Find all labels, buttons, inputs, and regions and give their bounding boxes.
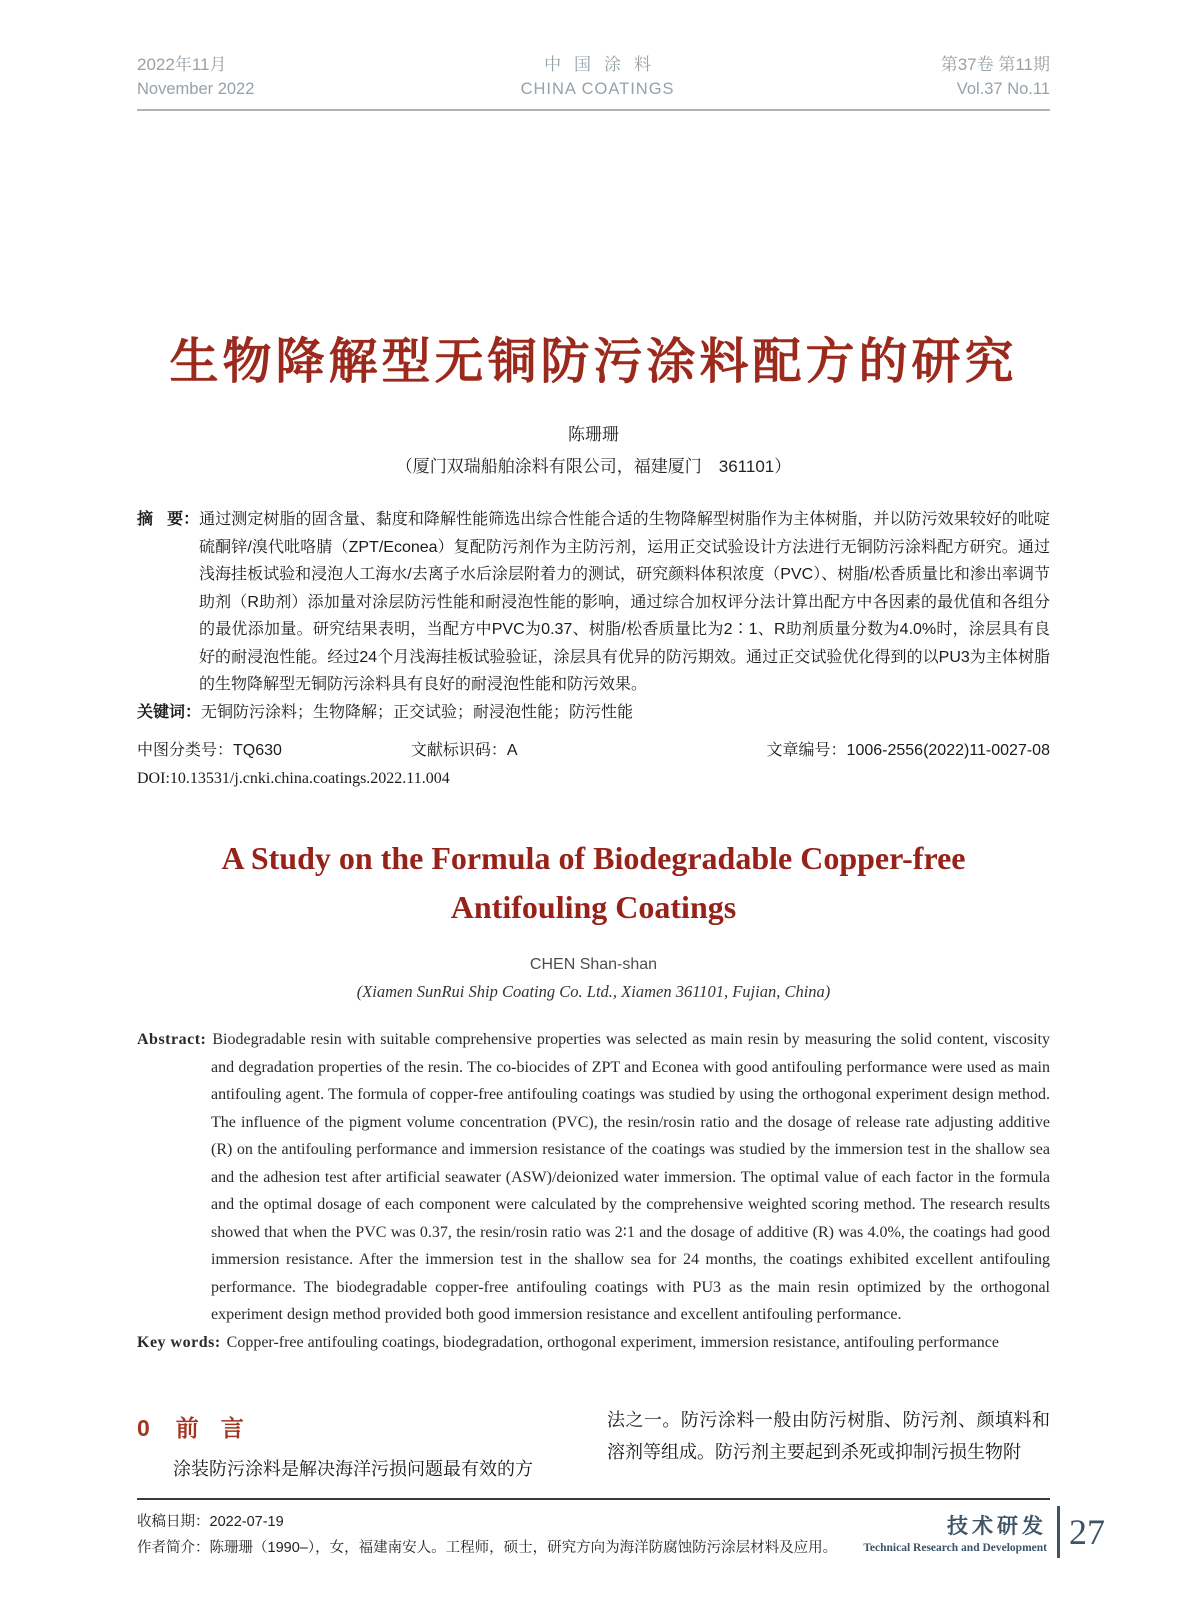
intro-paragraph-left: 涂装防污涂料是解决海洋污损问题最有效的方 (173, 1459, 533, 1479)
abstract-en-text: Biodegradable resin with suitable comprehensive properties was selected as main resin by measuring the solid content, viscosity and degradation properties of the resin. The co-biocides of ZPT and Econea with good antifouling performance were used as main antifouling agent. The formula of copper-free antifouling coatings was studied by using the orthogonal experiment design method. The influence of the pigment volume concentration (PVC), the resin/rosin ratio and the dosage of release rate adjusting additive (R) on the antifouling performance and immersion resistance of the coatings was studied by the immersion test in the shallow sea and the adhesion test after artificial seawater (ASW)/deionized water immersion. The optimal value of each factor in the formula and the optimal dosage of each component were calculated by the comprehensive weighted scoring method. The research results showed that when the PVC was 0.37, the resin/rosin ratio was 2∶1 and the dosage of additive (R) was 4.0%, the coatings had good immersion resistance. After the immersion test in the shallow sea for 24 months, the coatings exhibited excellent antifouling performance. The biodegradable copper-free antifouling coatings with PU3 as the main resin optimized by the orthogonal experiment design method provided both good immersion resistance and excellent antifouling performance. (211, 1031, 1050, 1323)
abstract-zh-label: 摘要： (137, 511, 200, 528)
header-date-block (137, 52, 254, 102)
header-issue-zh: 第37卷 第11期 (940, 55, 1050, 74)
article-title-zh: 生物降解型无铜防污涂料配方的研究 (169, 335, 1018, 389)
doi: DOI:10.13531/j.cnki.china.coatings.2022.11.004 (137, 770, 450, 787)
abstract-zh-text: 通过测定树脂的固含量、黏度和降解性能筛选出综合性能合适的生物降解型树脂作为主体树脂，并以防污效果较好的吡啶硫酮锌/溴代吡咯腈（ZPT/Econea）复配防污剂作为主防污剂，运用正交试验设计方法进行无铜防污涂料配方研究。通过浅海挂板试验和浸泡人工海水/去离子水后涂层附着力的测试，研究颜料体积浓度（PVC）、树脂/松香质量比和渗出率调节助剂（R助剂）添加量对涂层防污性能和耐浸泡性能的影响，通过综合加权评分法计算出配方中各因素的最优值和各组分的最优添加量。研究结果表明，当配方中PVC为0.37、树脂/松香质量比为2∶1、R助剂质量分数为4.0%时，涂层具有良好的耐浸泡性能。经过24个月浅海挂板试验验证，涂层具有优异的防污期效。通过正交试验优化得到的以PU3为主体树脂的生物降解型无铜防污涂料具有良好的耐浸泡性能和防污效果。 (199, 511, 1050, 693)
keywords-en (137, 1329, 1050, 1357)
section-heading: 0 前言 (137, 1415, 266, 1441)
affiliation-zh: （厦门双瑞船舶涂料有限公司，福建厦门 361101） (395, 457, 792, 476)
abstract-en-label: Abstract: (137, 1031, 207, 1048)
keywords-zh (137, 699, 1050, 727)
affiliation-en: (Xiamen SunRui Ship Coating Co. Ltd., Xiamen 361101, Fujian, China) (356, 982, 831, 1001)
header-divider (137, 109, 1050, 111)
header-date-zh: 2022年11月 (137, 55, 227, 74)
keywords-en-text: Copper-free antifouling coatings, biodegradation, orthogonal experiment, immersion resistance, antifouling performance (226, 1333, 999, 1351)
document-code: 文献标识码：A (410, 742, 518, 759)
journal-name-zh: 中国涂料 (544, 55, 665, 74)
intro-left-column (137, 1404, 580, 1485)
page-footer-badge (863, 1506, 1105, 1558)
header-journal-block (521, 52, 675, 102)
author-name-en: CHEN Shan-shan (529, 956, 658, 973)
column-title-block (863, 1510, 1047, 1554)
abstract-zh (137, 506, 1050, 699)
intro-right-column (607, 1404, 1050, 1485)
keywords-en-label: Key words: (137, 1333, 221, 1351)
article-meta-row (137, 737, 1050, 760)
abstract-en (137, 1026, 1050, 1329)
introduction-section (137, 1404, 1050, 1485)
header-issue-en: Vol.37 No.11 (956, 80, 1050, 98)
author-bio: 作者简介：陈珊珊（1990–），女，福建南安人。工程师，硕士，研究方向为海洋防腐蚀防污涂层材料及应用。 (137, 1540, 838, 1556)
clc-number: 中图分类号：TQ630 (137, 742, 282, 759)
column-title-en: Technical Research and Development (863, 1542, 1047, 1554)
header-issue-block (941, 52, 1050, 102)
received-date: 收稿日期：2022-07-19 (137, 1514, 284, 1530)
journal-name-en: CHINA COATINGS (520, 80, 675, 98)
page-number: 27 (1069, 1512, 1105, 1552)
article-title-en: A Study on the Formula of Biodegradable Copper-free Antifouling Coatings (221, 840, 966, 925)
column-title-zh: 技术研发 (947, 1515, 1047, 1538)
article-number: 文章编号：1006-2556(2022)11-0027-08 (766, 742, 1050, 759)
keywords-zh-text: 无铜防污涂料；生物降解；正交试验；耐浸泡性能；防污性能 (201, 703, 634, 721)
intro-paragraph-right: 法之一。防污涂料一般由防污树脂、防污剂、颜填料和溶剂等组成。防污剂主要起到杀死或抑制污损生物附 (607, 1410, 1050, 1462)
author-name-zh: 陈珊珊 (568, 425, 619, 444)
badge-divider-bar (1057, 1506, 1060, 1558)
header-date-en: November 2022 (137, 80, 255, 98)
keywords-zh-label: 关键词： (137, 703, 202, 721)
running-head (137, 52, 1050, 102)
